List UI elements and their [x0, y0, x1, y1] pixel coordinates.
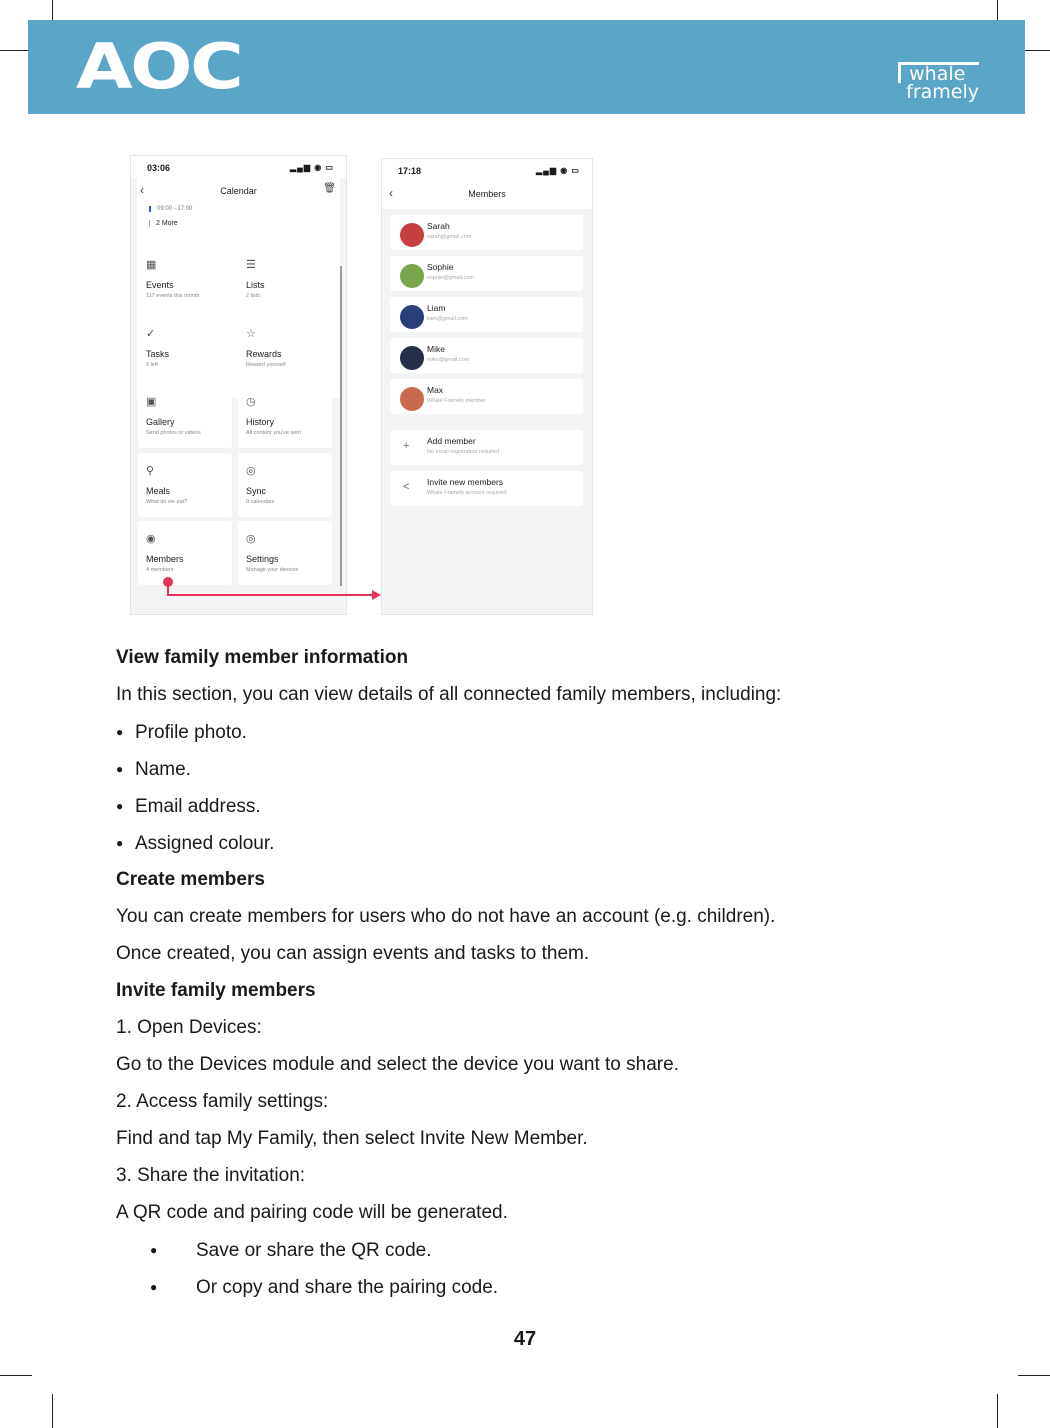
member-name: Max — [427, 385, 444, 395]
avatar — [400, 305, 424, 329]
more-events[interactable]: 2 More — [149, 220, 178, 227]
tile-subtitle: All content you've sent — [246, 430, 301, 436]
member-email: sarah@gmail.com — [427, 234, 472, 240]
member-row[interactable] — [390, 297, 583, 332]
tile-meals[interactable] — [138, 453, 232, 517]
step-title: 2. Access family settings: — [116, 1091, 329, 1112]
sub-bullet-item: ● Or copy and share the pairing code. — [116, 1272, 986, 1309]
tile-sync[interactable] — [238, 453, 332, 517]
member-email: Whale Framely member — [427, 398, 486, 404]
tile-subtitle: Send photos or videos — [146, 430, 201, 436]
action-title: Add member — [427, 436, 476, 446]
tile-subtitle: Reward yourself — [246, 361, 286, 368]
bullet-item: ● Assigned colour. — [116, 828, 986, 865]
header-banner — [28, 20, 1025, 114]
event-time: 09:00 - 17:00 — [149, 206, 192, 212]
screen-title: Members — [468, 189, 506, 199]
whale-framely-logo: whale framely — [898, 62, 979, 102]
members-navbar — [382, 181, 592, 209]
member-email: sophie@gmail.com — [427, 275, 474, 281]
add-member-button[interactable] — [390, 430, 583, 465]
paragraph: In this section, you can view details of all connected family members, including: — [116, 684, 782, 705]
tile-title: Gallery — [146, 417, 175, 427]
crop-mark — [997, 1394, 998, 1428]
members-icon: ◉ — [146, 533, 156, 545]
tile-tasks[interactable] — [138, 316, 232, 380]
tile-subtitle: Manage your devices — [246, 567, 299, 573]
members-screenshot — [381, 158, 593, 615]
status-bar — [131, 156, 346, 178]
tile-lists[interactable] — [238, 247, 332, 311]
avatar — [400, 264, 424, 288]
arrow-line — [167, 594, 375, 596]
tile-title: Tasks — [146, 348, 170, 359]
member-row[interactable] — [390, 215, 583, 250]
section-heading: View family member information — [116, 647, 409, 668]
tile-subtitle: 6 left — [146, 361, 158, 368]
arrow-head — [372, 590, 381, 600]
action-subtitle: Whale Framely account required — [427, 490, 507, 496]
gallery-icon: ▣ — [146, 396, 157, 408]
avatar — [400, 387, 424, 411]
status-time: 17:18 — [398, 166, 422, 176]
tile-title: Members — [146, 554, 184, 564]
section-heading: Invite family members — [116, 980, 316, 1001]
trash-icon[interactable]: 🗑 — [323, 183, 336, 194]
tile-events[interactable] — [138, 247, 232, 311]
member-name: Sarah — [427, 221, 450, 231]
rewards-icon: ☆ — [246, 327, 256, 340]
tile-members[interactable] — [138, 521, 232, 585]
step-title: 1. Open Devices: — [116, 1017, 262, 1038]
calendar-icon: ▦ — [146, 259, 157, 271]
member-name: Mike — [427, 344, 445, 354]
tile-rewards[interactable] — [238, 316, 332, 380]
status-bar — [382, 159, 592, 181]
bullet-item: ● Profile photo. — [116, 717, 986, 754]
screen-title: Calendar — [220, 186, 257, 196]
bullet-item: ● Name. — [116, 754, 986, 791]
crop-mark — [0, 1375, 32, 1376]
avatar — [400, 346, 424, 370]
tile-title: History — [246, 417, 275, 427]
member-email: liam@gmail.com — [427, 316, 468, 322]
member-row[interactable] — [390, 338, 583, 373]
tile-settings[interactable] — [238, 521, 332, 585]
tasks-icon: ✓ — [146, 327, 156, 340]
bullet-item: ● Email address. — [116, 791, 986, 828]
step-description: Find and tap My Family, then select Invite New Member. — [116, 1128, 588, 1149]
history-icon: ◷ — [246, 396, 256, 408]
avatar — [400, 223, 424, 247]
sub-bullet-item: ● Save or share the QR code. — [116, 1235, 986, 1272]
member-name: Sophie — [427, 262, 454, 272]
tile-subtitle: 117 events this month — [146, 293, 200, 299]
step-title: 3. Share the invitation: — [116, 1165, 306, 1186]
tile-subtitle: 2 lists — [246, 293, 261, 299]
action-subtitle: No email registration required — [427, 449, 500, 455]
paragraph: You can create members for users who do not have an account (e.g. children). — [116, 906, 776, 927]
tile-gallery[interactable] — [138, 384, 232, 448]
aoc-logo: AOC — [76, 30, 242, 103]
share-icon: < — [403, 481, 410, 493]
tile-title: Meals — [146, 485, 171, 496]
plus-icon: + — [403, 440, 410, 452]
page-number: 47 — [513, 1328, 537, 1350]
tile-subtitle: What do we eat? — [146, 498, 188, 505]
member-email: mike@gmail.com — [427, 357, 470, 363]
settings-icon: ◎ — [246, 533, 256, 545]
paragraph: Once created, you can assign events and tasks to them. — [116, 943, 590, 964]
member-name: Liam — [427, 303, 446, 313]
member-row[interactable] — [390, 256, 583, 291]
tile-subtitle: 0 calendars — [246, 498, 275, 505]
status-time: 03:06 — [147, 163, 171, 173]
tile-title: Rewards — [246, 348, 282, 359]
step-description: A QR code and pairing code will be generated. — [116, 1202, 508, 1223]
step-description: Go to the Devices module and select the device you want to share. — [116, 1054, 679, 1075]
tile-title: Sync — [246, 485, 267, 496]
calendar-screenshot — [130, 155, 347, 615]
tile-title: Lists — [246, 280, 265, 290]
page-content — [116, 643, 986, 1309]
member-row[interactable] — [390, 379, 583, 414]
meals-icon: ⚲ — [146, 464, 155, 477]
crop-mark — [1018, 1375, 1050, 1376]
list-icon: ☰ — [246, 259, 256, 271]
tile-title: Settings — [246, 554, 279, 564]
invite-members-button[interactable] — [390, 471, 583, 506]
back-icon[interactable]: ‹ — [389, 186, 393, 200]
action-title: Invite new members — [427, 477, 504, 487]
sync-icon: ◎ — [246, 464, 256, 477]
status-icons: ▂▄▆ ◉ ▭ — [290, 163, 334, 172]
crop-mark — [52, 1394, 53, 1428]
tile-history[interactable] — [238, 384, 332, 448]
back-icon[interactable]: ‹ — [140, 183, 144, 197]
tile-title: Events — [146, 280, 174, 290]
scrollbar[interactable] — [340, 266, 342, 586]
section-heading: Create members — [116, 869, 265, 890]
status-icons: ▂▄▆ ◉ ▭ — [536, 166, 580, 175]
tile-subtitle: 4 members — [146, 567, 174, 573]
